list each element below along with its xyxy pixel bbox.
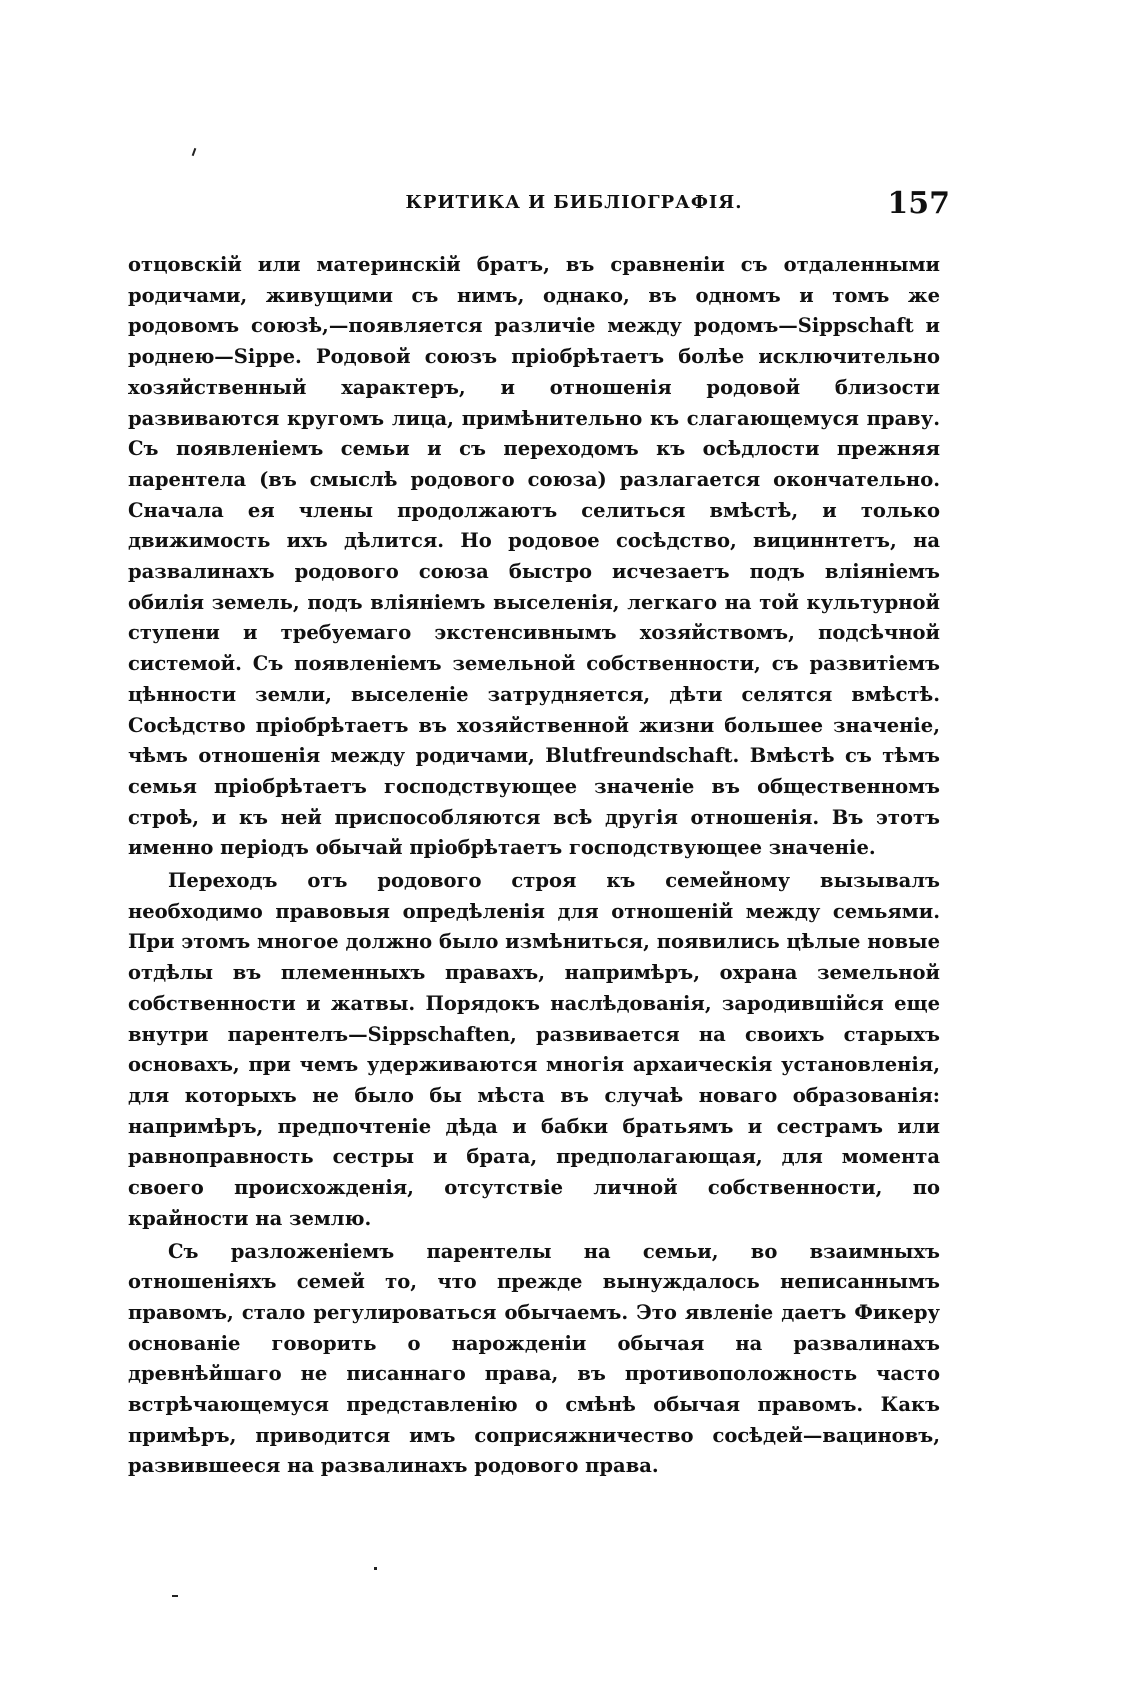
running-header: [198, 186, 950, 226]
paragraph: Съ разложеніемъ парентелы на семьи, во взаимныхъ отношеніяхъ семей то, что прежде вынуждалось неписаннымъ правомъ, стало регулироваться обычаемъ. Это явленіе даетъ Фикеру основаніе говорить о нарожденіи обычая на развалинахъ древнѣйшаго не писаннаго права, въ противоположность часто встрѣчающемуся представленію о смѣнѣ обычая правомъ. Какъ примѣръ, приводится имъ соприсяжничество сосѣдей—вациновъ, развившееся на развалинахъ родового права.: [128, 1239, 940, 1478]
section-title: КРИТИКА И БИБЛІОГРАФІЯ.: [405, 192, 743, 213]
page-number: 157: [887, 186, 950, 221]
paragraph: Переходъ отъ родового строя къ семейному вызывалъ необходимо правовыя опредѣленія для отношеній между семьями. При этомъ многое должно было измѣниться, появились цѣлые новые отдѣлы въ племенныхъ правахъ, напримѣръ, охрана земельной собственности и жатвы. Порядокъ наслѣдованія, зародившійся еще внутри парентелъ—Sippschaften, развивается на своихъ старыхъ основахъ, при чемъ удерживаются многія архаическія установленія, для которыхъ не было бы мѣста въ случаѣ новаго образованія: напримѣръ, предпочтеніе дѣда и бабки братьямъ и сестрамъ или равноправность сестры и брата, предполагающая, для момента своего происхожденія, отсутствіе личной собственности, по крайности на землю.: [128, 869, 940, 1230]
paragraph: отцовскій или материнскій братъ, въ сравненіи съ отдаленными родичами, живущими съ нимъ, однако, въ одномъ и томъ же родовомъ союзѣ,—появляется различіе между родомъ—Sippschaft и роднею—Sippe. Родовой союзъ пріобрѣтаетъ болѣе исключительно хозяйственный характеръ, и отношенія родовой близости развиваются кругомъ лица, примѣнительно къ слагающемуся праву. Съ появленіемъ семьи и съ переходомъ къ осѣдлости прежняя парентела (въ смыслѣ родового союза) разлагается окончательно. Сначала ея члены продолжаютъ селиться вмѣстѣ, и только движимость ихъ дѣлится. Но родовое сосѣдство, вициннтетъ, на развалинахъ родового союза быстро исчезаетъ подъ вліяніемъ обилія земель, подъ вліяніемъ выселенія, легкаго на той культурной ступени и требуемаго экстенсивнымъ хозяйствомъ, подсѣчной системой. Съ появленіемъ земельной собственности, съ развитіемъ цѣнности земли, выселеніе затрудняется, дѣти селятся вмѣстѣ. Сосѣдство пріобрѣтаетъ въ хозяйственной жизни большее значеніе, чѣмъ отношенія между родичами, Blutfreundschaft. Вмѣстѣ съ тѣмъ семья пріобрѣтаетъ господствующее значеніе въ общественномъ строѣ, и къ ней приспособляются всѣ другія отношенія. Въ этотъ именно періодъ обычай пріобрѣтаетъ господствующее значеніе.: [128, 253, 940, 860]
stray-mark-bottom-2: [374, 1567, 377, 1570]
stray-mark-bottom-1: [172, 1595, 178, 1597]
stray-mark-top: [192, 148, 197, 156]
body-text: [128, 250, 940, 1482]
